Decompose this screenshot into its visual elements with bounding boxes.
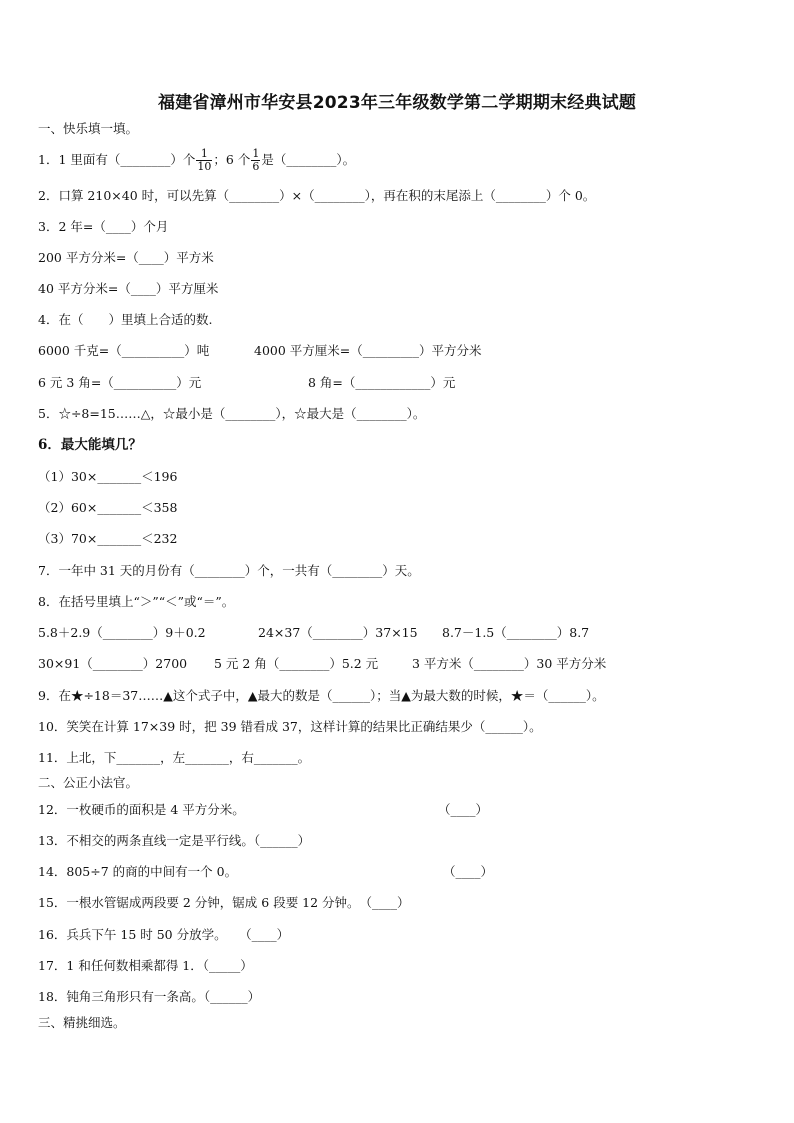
fraction-1-10: $\frac{1}{10}$ xyxy=(197,147,212,173)
fraction-1-6: $\frac{1}{6}$ xyxy=(252,147,260,173)
question-8-row-1 xyxy=(38,624,758,642)
question-7: 7．一年中 31 天的月份有（________）个，一共有（________）天。 xyxy=(38,563,420,578)
question-10: 10．笑笑在计算 17×39 时，把 39 错看成 37，这样计算的结果比正确结果少（______）。 xyxy=(38,719,542,734)
question-18: 18．钝角三角形只有一条高。（______） xyxy=(38,989,261,1004)
question-3-line-3: 40 平方分米=（____）平方厘米 xyxy=(38,281,219,296)
question-8-row-2 xyxy=(38,655,758,673)
q8-item-6: 3 平方米（________）30 平方分米 xyxy=(412,656,607,671)
q12-statement: 12．一枚硬币的面积是 4 平方分米。 xyxy=(38,802,245,817)
question-6: 6．最大能填几？ xyxy=(38,437,142,453)
section-heading-2: 二、公正小法官。 xyxy=(38,775,139,790)
question-14 xyxy=(38,863,758,881)
q8-item-4: 30×91（________）2700 xyxy=(38,656,188,671)
q8-item-2: 24×37（________）37×15 xyxy=(258,625,418,640)
q1-part-b: ；6 个 xyxy=(213,152,251,167)
q8-item-5: 5 元 2 角（________）5.2 元 xyxy=(214,656,379,671)
q12-answer-blank: （____） xyxy=(438,802,489,817)
q8-item-3: 8.7－1.5（________）8.7 xyxy=(442,625,590,640)
question-4-row-1 xyxy=(38,342,758,360)
q4-item-3: 6 元 3 角=（__________）元 xyxy=(38,375,202,390)
section-heading-3: 三、精挑细选。 xyxy=(38,1015,126,1030)
question-15: 15．一根水管锯成两段要 2 分钟，锯成 6 段要 12 分钟。 （____） xyxy=(38,895,410,910)
question-17: 17．1 和任何数相乘都得 1．（_____） xyxy=(38,958,253,973)
question-3-line-2: 200 平方分米=（____）平方米 xyxy=(38,250,214,265)
question-6-item-1: （1）30×_______＜196 xyxy=(38,469,178,484)
section-heading-1: 一、快乐填一填。 xyxy=(38,121,139,136)
question-11: 11．上北，下_______，左_______，右_______。 xyxy=(38,750,311,765)
q1-part-a: 1．1 里面有（________）个 xyxy=(38,152,196,167)
q14-answer-blank: （____） xyxy=(443,864,494,879)
question-4: 4．在（ ）里填上合适的数. xyxy=(38,312,213,327)
question-6-item-3: （3）70×_______＜232 xyxy=(38,531,178,546)
q14-statement: 14．805÷7 的商的中间有一个 0。 xyxy=(38,864,238,879)
q4-item-1: 6000 千克=（__________）吨 xyxy=(38,343,210,358)
question-12 xyxy=(38,801,758,819)
question-2: 2．口算 210×40 时，可以先算（________）×（________），再在积的末尾添上（________）个 0。 xyxy=(38,188,596,203)
question-8: 8．在括号里填上“＞”“＜”或“＝”。 xyxy=(38,594,235,609)
question-1 xyxy=(38,148,355,173)
q8-item-1: 5.8＋2.9（________）9＋0.2 xyxy=(38,625,206,640)
q4-item-4: 8 角=（____________）元 xyxy=(308,375,456,390)
question-9: 9．在★÷18＝37……▲这个式子中，▲最大的数是（______）；当▲为最大数的时候，★＝（______）。 xyxy=(38,688,605,703)
question-6-item-2: （2）60×_______＜358 xyxy=(38,500,178,515)
q4-item-2: 4000 平方厘米=（_________）平方分米 xyxy=(254,343,482,358)
page-title: 福建省漳州市华安县2023年三年级数学第二学期期末经典试题 xyxy=(157,93,637,113)
question-13: 13．不相交的两条直线一定是平行线。（______） xyxy=(38,833,311,848)
question-16: 16．兵兵下午 15 时 50 分放学。 （____） xyxy=(38,927,290,942)
question-4-row-2 xyxy=(38,374,758,392)
question-5: 5．☆÷8=15……△，☆最小是（________），☆最大是（________）。 xyxy=(38,406,426,421)
q1-part-c: 是（________）。 xyxy=(261,152,356,167)
question-3: 3．2 年=（____）个月 xyxy=(38,219,169,234)
